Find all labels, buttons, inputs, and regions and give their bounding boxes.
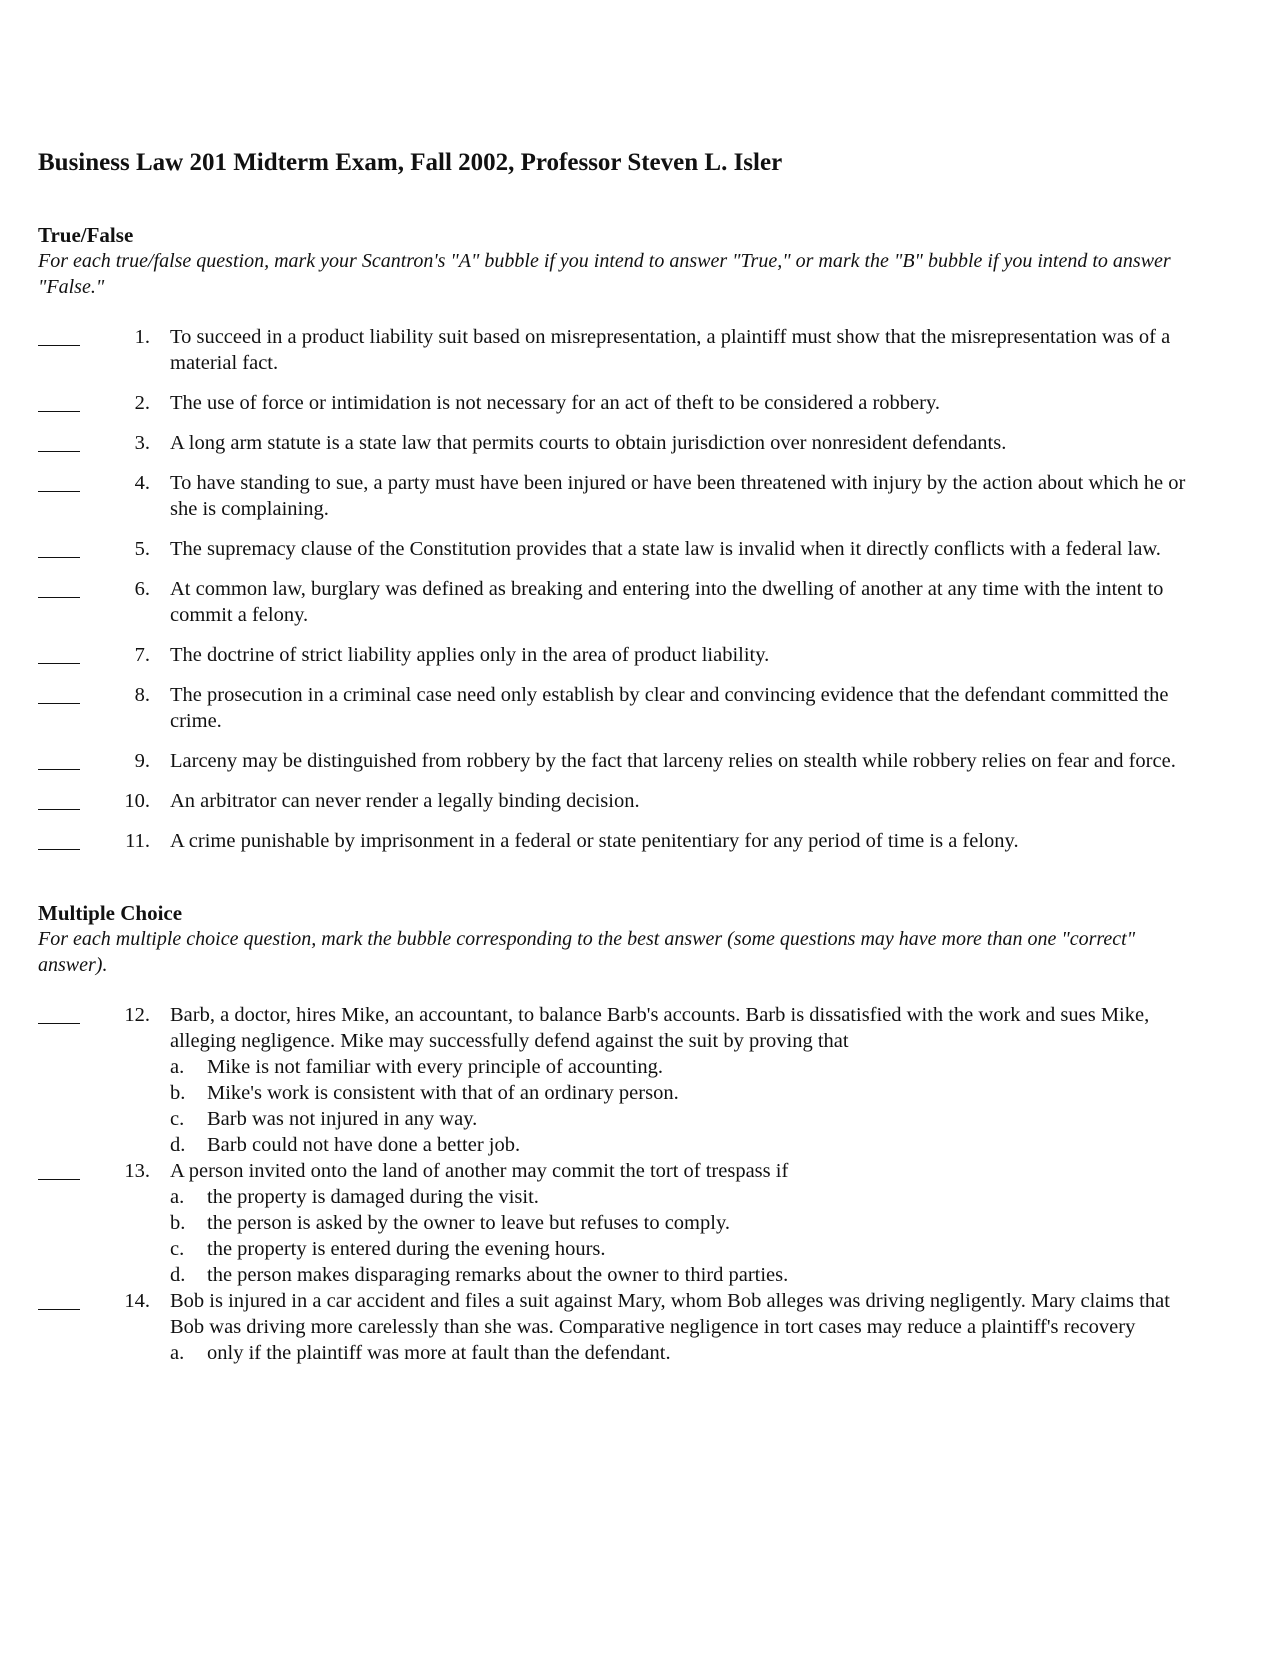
question-item xyxy=(38,536,1208,562)
question-item xyxy=(38,430,1208,456)
exam-title: Business Law 201 Midterm Exam, Fall 2002, Professor Steven L. Isler xyxy=(38,149,783,176)
question-body xyxy=(170,788,1208,814)
option-text: only if the plaintiff was more at fault than the defendant. xyxy=(207,1342,671,1364)
option-text: Mike's work is consistent with that of an ordinary person. xyxy=(207,1082,679,1104)
question-number: 7. xyxy=(134,644,150,666)
question-item xyxy=(38,682,1208,734)
question-number: 1. xyxy=(134,326,150,348)
multiple-choice-instructions: For each multiple choice question, mark the bubble corresponding to the best answer (some questions may have more than one "correct" answer). xyxy=(38,928,1136,976)
question-text: A long arm statute is a state law that permits courts to obtain jurisdiction over nonresident defendants. xyxy=(170,432,1007,454)
true-false-instructions: For each true/false question, mark your Scantron's "A" bubble if you intend to answer "True," or mark the "B" bubble if you intend to answer "False." xyxy=(38,250,1171,298)
option-letter: a. xyxy=(170,1056,185,1078)
answer-option xyxy=(170,1340,1208,1366)
question-text: At common law, burglary was defined as breaking and entering into the dwelling of another at any time with the intent to commit a felony. xyxy=(170,578,1164,626)
question-body xyxy=(170,430,1208,456)
question-body xyxy=(170,1158,1208,1288)
answer-blank[interactable] xyxy=(38,324,86,350)
question-item xyxy=(38,1158,1208,1288)
option-text: the person makes disparaging remarks about the owner to third parties. xyxy=(207,1264,789,1286)
question-item xyxy=(38,1288,1208,1366)
question-text: The supremacy clause of the Constitution provides that a state law is invalid when it directly conflicts with a federal law. xyxy=(170,538,1161,560)
exam-page xyxy=(38,148,1208,1366)
answer-blank[interactable] xyxy=(38,1288,86,1314)
question-body xyxy=(170,1002,1208,1158)
question-body xyxy=(170,324,1208,376)
answer-option xyxy=(170,1080,1208,1106)
question-text: An arbitrator can never render a legally binding decision. xyxy=(170,790,640,812)
option-letter: d. xyxy=(170,1264,186,1286)
question-item xyxy=(38,324,1208,376)
question-body xyxy=(170,682,1208,734)
answer-option xyxy=(170,1262,1208,1288)
question-body xyxy=(170,828,1208,854)
question-body xyxy=(170,390,1208,416)
question-body xyxy=(170,470,1208,522)
question-text: Larceny may be distinguished from robbery by the fact that larceny relies on stealth while robbery relies on fear and force. xyxy=(170,750,1176,772)
question-number: 9. xyxy=(134,750,150,772)
answer-blank[interactable] xyxy=(38,390,86,416)
answer-blank[interactable] xyxy=(38,682,86,708)
true-false-question-list xyxy=(38,324,1208,854)
question-number: 10. xyxy=(124,790,150,812)
question-item xyxy=(38,470,1208,522)
multiple-choice-heading: Multiple Choice xyxy=(38,901,183,925)
answer-option xyxy=(170,1184,1208,1210)
question-number: 6. xyxy=(134,578,150,600)
answer-option xyxy=(170,1106,1208,1132)
option-text: the person is asked by the owner to leave but refuses to comply. xyxy=(207,1212,730,1234)
question-text: A person invited onto the land of another may commit the tort of trespass if xyxy=(170,1160,789,1182)
question-item xyxy=(38,828,1208,854)
question-number: 14. xyxy=(124,1290,150,1312)
question-item xyxy=(38,788,1208,814)
answer-blank[interactable] xyxy=(38,642,86,668)
option-letter: d. xyxy=(170,1134,186,1156)
option-letter: a. xyxy=(170,1342,185,1364)
question-text: A crime punishable by imprisonment in a federal or state penitentiary for any period of time is a felony. xyxy=(170,830,1019,852)
question-number: 11. xyxy=(125,830,150,852)
true-false-heading: True/False xyxy=(38,223,134,247)
question-body xyxy=(170,576,1208,628)
question-text: The doctrine of strict liability applies only in the area of product liability. xyxy=(170,644,770,666)
option-text: Mike is not familiar with every principle of accounting. xyxy=(207,1056,663,1078)
option-text: the property is damaged during the visit. xyxy=(207,1186,539,1208)
question-item xyxy=(38,748,1208,774)
answer-option xyxy=(170,1054,1208,1080)
question-item xyxy=(38,1002,1208,1158)
question-number: 4. xyxy=(134,472,150,494)
option-text: Barb could not have done a better job. xyxy=(207,1134,521,1156)
question-item xyxy=(38,642,1208,668)
answer-blank[interactable] xyxy=(38,1002,86,1028)
question-number: 5. xyxy=(134,538,150,560)
answer-blank[interactable] xyxy=(38,1158,86,1184)
question-item xyxy=(38,576,1208,628)
answer-blank[interactable] xyxy=(38,576,86,602)
answer-blank[interactable] xyxy=(38,788,86,814)
answer-blank[interactable] xyxy=(38,828,86,854)
question-number: 12. xyxy=(124,1004,150,1026)
option-letter: c. xyxy=(170,1238,185,1260)
answer-blank[interactable] xyxy=(38,748,86,774)
question-number: 8. xyxy=(134,684,150,706)
option-letter: b. xyxy=(170,1082,186,1104)
question-body xyxy=(170,536,1208,562)
question-text: Barb, a doctor, hires Mike, an accountant, to balance Barb's accounts. Barb is dissatisfied with the work and sues Mike, alleging negligence. Mike may successfully defend against the suit by proving that xyxy=(170,1004,1150,1052)
question-body xyxy=(170,1288,1208,1366)
question-text: The use of force or intimidation is not necessary for an act of theft to be considered a robbery. xyxy=(170,392,940,414)
option-letter: b. xyxy=(170,1212,186,1234)
question-body xyxy=(170,748,1208,774)
option-letter: a. xyxy=(170,1186,185,1208)
question-item xyxy=(38,390,1208,416)
question-text: To succeed in a product liability suit based on misrepresentation, a plaintiff must show that the misrepresentation was of a material fact. xyxy=(170,326,1171,374)
answer-blank[interactable] xyxy=(38,536,86,562)
answer-option xyxy=(170,1236,1208,1262)
answer-option xyxy=(170,1132,1208,1158)
multiple-choice-question-list xyxy=(38,1002,1208,1366)
true-false-section xyxy=(38,222,1208,854)
question-number: 2. xyxy=(134,392,150,414)
question-number: 3. xyxy=(134,432,150,454)
question-text: Bob is injured in a car accident and files a suit against Mary, whom Bob alleges was driving negligently. Mary claims that Bob was driving more carelessly than she was. Comparative negligence in tort cases may reduce a plaintiff's recovery xyxy=(170,1290,1170,1338)
answer-blank[interactable] xyxy=(38,470,86,496)
question-text: To have standing to sue, a party must have been injured or have been threatened with injury by the action about which he or she is complaining. xyxy=(170,472,1186,520)
question-text: The prosecution in a criminal case need only establish by clear and convincing evidence that the defendant committed the crime. xyxy=(170,684,1169,732)
answer-option xyxy=(170,1210,1208,1236)
multiple-choice-section xyxy=(38,900,1208,1366)
option-letter: c. xyxy=(170,1108,185,1130)
answer-blank[interactable] xyxy=(38,430,86,456)
question-number: 13. xyxy=(124,1160,150,1182)
option-text: Barb was not injured in any way. xyxy=(207,1108,478,1130)
question-body xyxy=(170,642,1208,668)
option-text: the property is entered during the evening hours. xyxy=(207,1238,606,1260)
